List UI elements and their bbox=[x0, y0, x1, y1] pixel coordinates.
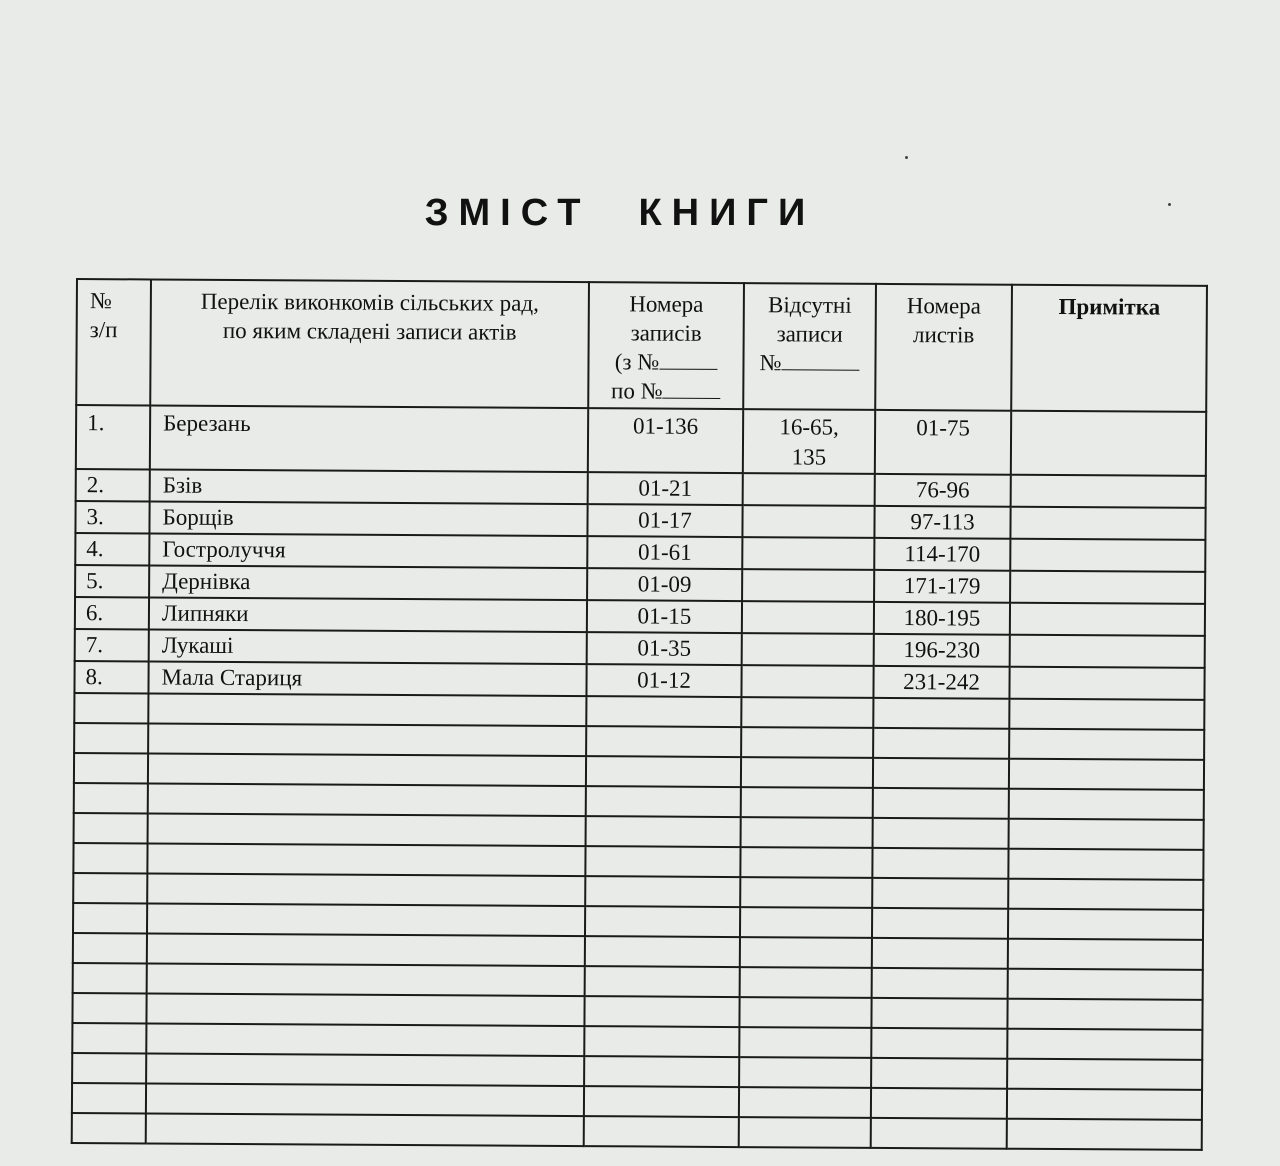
empty-cell bbox=[873, 788, 1009, 819]
cell-records: 01-17 bbox=[587, 504, 742, 537]
empty-cell bbox=[1008, 939, 1203, 970]
empty-cell bbox=[146, 1083, 584, 1116]
header-records: Номера записів (з № по № bbox=[588, 282, 744, 409]
empty-cell bbox=[740, 907, 872, 938]
empty-cell bbox=[873, 728, 1009, 759]
empty-cell bbox=[147, 873, 585, 906]
empty-cell bbox=[148, 693, 586, 726]
empty-cell bbox=[739, 997, 871, 1028]
empty-cell bbox=[1008, 969, 1203, 1000]
empty-cell bbox=[586, 756, 741, 787]
empty-cell bbox=[741, 727, 873, 758]
empty-cell bbox=[72, 1083, 146, 1113]
cell-note bbox=[1010, 571, 1205, 604]
empty-cell bbox=[739, 1087, 871, 1118]
cell-note bbox=[1010, 635, 1205, 668]
cell-sheets: 114-170 bbox=[874, 538, 1010, 571]
empty-cell bbox=[585, 906, 740, 937]
cell-num: 5. bbox=[75, 565, 149, 597]
empty-cell bbox=[1007, 1119, 1202, 1150]
empty-cell bbox=[147, 843, 585, 876]
empty-cell bbox=[739, 1057, 871, 1088]
empty-cell bbox=[739, 1027, 871, 1058]
cell-records: 01-09 bbox=[587, 568, 742, 601]
empty-cell bbox=[147, 903, 585, 936]
empty-cell bbox=[74, 723, 148, 753]
empty-cell bbox=[584, 1086, 739, 1117]
empty-cell bbox=[1009, 729, 1204, 760]
cell-missing bbox=[743, 473, 875, 506]
empty-cell bbox=[741, 787, 873, 818]
cell-name: Борщів bbox=[149, 501, 587, 536]
speck bbox=[905, 156, 908, 159]
empty-cell bbox=[586, 726, 741, 757]
cell-records: 01-35 bbox=[587, 632, 742, 665]
cell-sheets: 231-242 bbox=[873, 666, 1009, 699]
cell-missing bbox=[742, 537, 874, 570]
empty-cell bbox=[147, 963, 585, 996]
cell-name: Березань bbox=[150, 405, 588, 472]
empty-cell bbox=[74, 753, 148, 783]
cell-missing bbox=[742, 569, 874, 602]
cell-sheets: 01-75 bbox=[875, 410, 1011, 475]
cell-missing bbox=[741, 665, 873, 698]
cell-num: 8. bbox=[74, 661, 148, 693]
empty-cell bbox=[585, 876, 740, 907]
empty-row bbox=[72, 1113, 1202, 1150]
empty-cell bbox=[739, 1117, 871, 1148]
cell-name: Дернівка bbox=[149, 565, 587, 600]
header-row bbox=[76, 279, 1207, 412]
cell-num: 7. bbox=[75, 629, 149, 661]
empty-cell bbox=[147, 933, 585, 966]
cell-name: Лукаші bbox=[149, 629, 587, 664]
empty-cell bbox=[872, 968, 1008, 999]
cell-num: 1. bbox=[76, 405, 150, 469]
empty-cell bbox=[871, 1028, 1007, 1059]
empty-cell bbox=[72, 1023, 146, 1053]
empty-cell bbox=[872, 878, 1008, 909]
empty-cell bbox=[586, 786, 741, 817]
cell-sheets: 180-195 bbox=[874, 602, 1010, 635]
contents-table bbox=[71, 278, 1208, 1151]
title-word-2: КНИГИ bbox=[638, 192, 816, 234]
empty-cell bbox=[871, 1058, 1007, 1089]
empty-cell bbox=[1009, 699, 1204, 730]
empty-cell bbox=[584, 996, 739, 1027]
empty-cell bbox=[873, 758, 1009, 789]
title-word-1: ЗМІСТ bbox=[424, 192, 591, 234]
cell-note bbox=[1010, 507, 1205, 540]
empty-cell bbox=[871, 1118, 1007, 1149]
cell-records: 01-15 bbox=[587, 600, 742, 633]
empty-cell bbox=[741, 757, 873, 788]
cell-records: 01-12 bbox=[586, 664, 741, 697]
empty-cell bbox=[584, 1116, 739, 1147]
empty-cell bbox=[148, 723, 586, 756]
cell-num: 3. bbox=[75, 501, 149, 533]
header-name: Перелік виконкомів сільських рад, по яким складені записи актів bbox=[150, 279, 589, 408]
cell-sheets: 196-230 bbox=[874, 634, 1010, 667]
empty-cell bbox=[585, 936, 740, 967]
empty-cell bbox=[146, 993, 584, 1026]
cell-records: 01-21 bbox=[588, 472, 743, 505]
empty-cell bbox=[1007, 999, 1202, 1030]
cell-missing bbox=[742, 505, 874, 538]
empty-cell bbox=[740, 967, 872, 998]
empty-cell bbox=[1007, 1029, 1202, 1060]
empty-cell bbox=[873, 698, 1009, 729]
empty-cell bbox=[740, 847, 872, 878]
cell-records: 01-61 bbox=[587, 536, 742, 569]
empty-cell bbox=[74, 783, 148, 813]
empty-cell bbox=[72, 993, 146, 1023]
empty-cell bbox=[871, 1088, 1007, 1119]
empty-cell bbox=[585, 966, 740, 997]
empty-cell bbox=[740, 937, 872, 968]
cell-records: 01-136 bbox=[588, 408, 743, 473]
cell-sheets: 171-179 bbox=[874, 570, 1010, 603]
empty-cell bbox=[72, 1113, 146, 1143]
empty-cell bbox=[1008, 909, 1203, 940]
empty-cell bbox=[73, 903, 147, 933]
empty-cell bbox=[872, 908, 1008, 939]
empty-cell bbox=[73, 933, 147, 963]
empty-cell bbox=[872, 848, 1008, 879]
empty-cell bbox=[741, 697, 873, 728]
empty-cell bbox=[584, 1056, 739, 1087]
empty-cell bbox=[73, 843, 147, 873]
cell-name: Бзів bbox=[150, 469, 588, 504]
empty-cell bbox=[73, 873, 147, 903]
empty-cell bbox=[146, 1023, 584, 1056]
empty-cell bbox=[1009, 819, 1204, 850]
empty-cell bbox=[586, 696, 741, 727]
empty-cell bbox=[1009, 789, 1204, 820]
header-missing: Відсутні записи № bbox=[743, 283, 876, 410]
empty-cell bbox=[871, 998, 1007, 1029]
cell-num: 4. bbox=[75, 533, 149, 565]
empty-cell bbox=[740, 877, 872, 908]
empty-cell bbox=[586, 816, 741, 847]
cell-sheets: 97-113 bbox=[874, 506, 1010, 539]
page-title bbox=[0, 192, 1240, 235]
table-row bbox=[76, 405, 1206, 476]
empty-cell bbox=[148, 753, 586, 786]
empty-cell bbox=[1009, 759, 1204, 790]
header-num: № з/п bbox=[76, 279, 151, 405]
empty-cell bbox=[1007, 1089, 1202, 1120]
empty-cell bbox=[741, 817, 873, 848]
speck bbox=[1168, 203, 1171, 206]
cell-note bbox=[1011, 475, 1206, 508]
empty-cell bbox=[73, 963, 147, 993]
cell-note bbox=[1009, 667, 1204, 700]
header-sheets: Номера листів bbox=[875, 284, 1012, 411]
cell-name: Гостролуччя bbox=[149, 533, 587, 568]
empty-cell bbox=[1008, 879, 1203, 910]
empty-cell bbox=[1007, 1059, 1202, 1090]
cell-name: Мала Стариця bbox=[148, 661, 586, 696]
empty-cell bbox=[1008, 849, 1203, 880]
cell-num: 6. bbox=[75, 597, 149, 629]
empty-cell bbox=[148, 813, 586, 846]
cell-note bbox=[1010, 539, 1205, 572]
empty-cell bbox=[584, 1026, 739, 1057]
cell-sheets: 76-96 bbox=[875, 474, 1011, 507]
cell-missing bbox=[742, 601, 874, 634]
cell-name: Липняки bbox=[149, 597, 587, 632]
empty-cell bbox=[74, 813, 148, 843]
cell-note bbox=[1011, 411, 1206, 476]
empty-cell bbox=[72, 1053, 146, 1083]
cell-missing: 16-65, 135 bbox=[743, 409, 875, 474]
empty-cell bbox=[148, 783, 586, 816]
cell-note bbox=[1010, 603, 1205, 636]
empty-cell bbox=[146, 1053, 584, 1086]
empty-cell bbox=[74, 693, 148, 723]
header-note: Примітка bbox=[1011, 285, 1207, 412]
cell-missing bbox=[742, 633, 874, 666]
cell-num: 2. bbox=[76, 469, 150, 501]
empty-cell bbox=[873, 818, 1009, 849]
empty-cell bbox=[146, 1113, 584, 1146]
empty-cell bbox=[872, 938, 1008, 969]
empty-cell bbox=[585, 846, 740, 877]
